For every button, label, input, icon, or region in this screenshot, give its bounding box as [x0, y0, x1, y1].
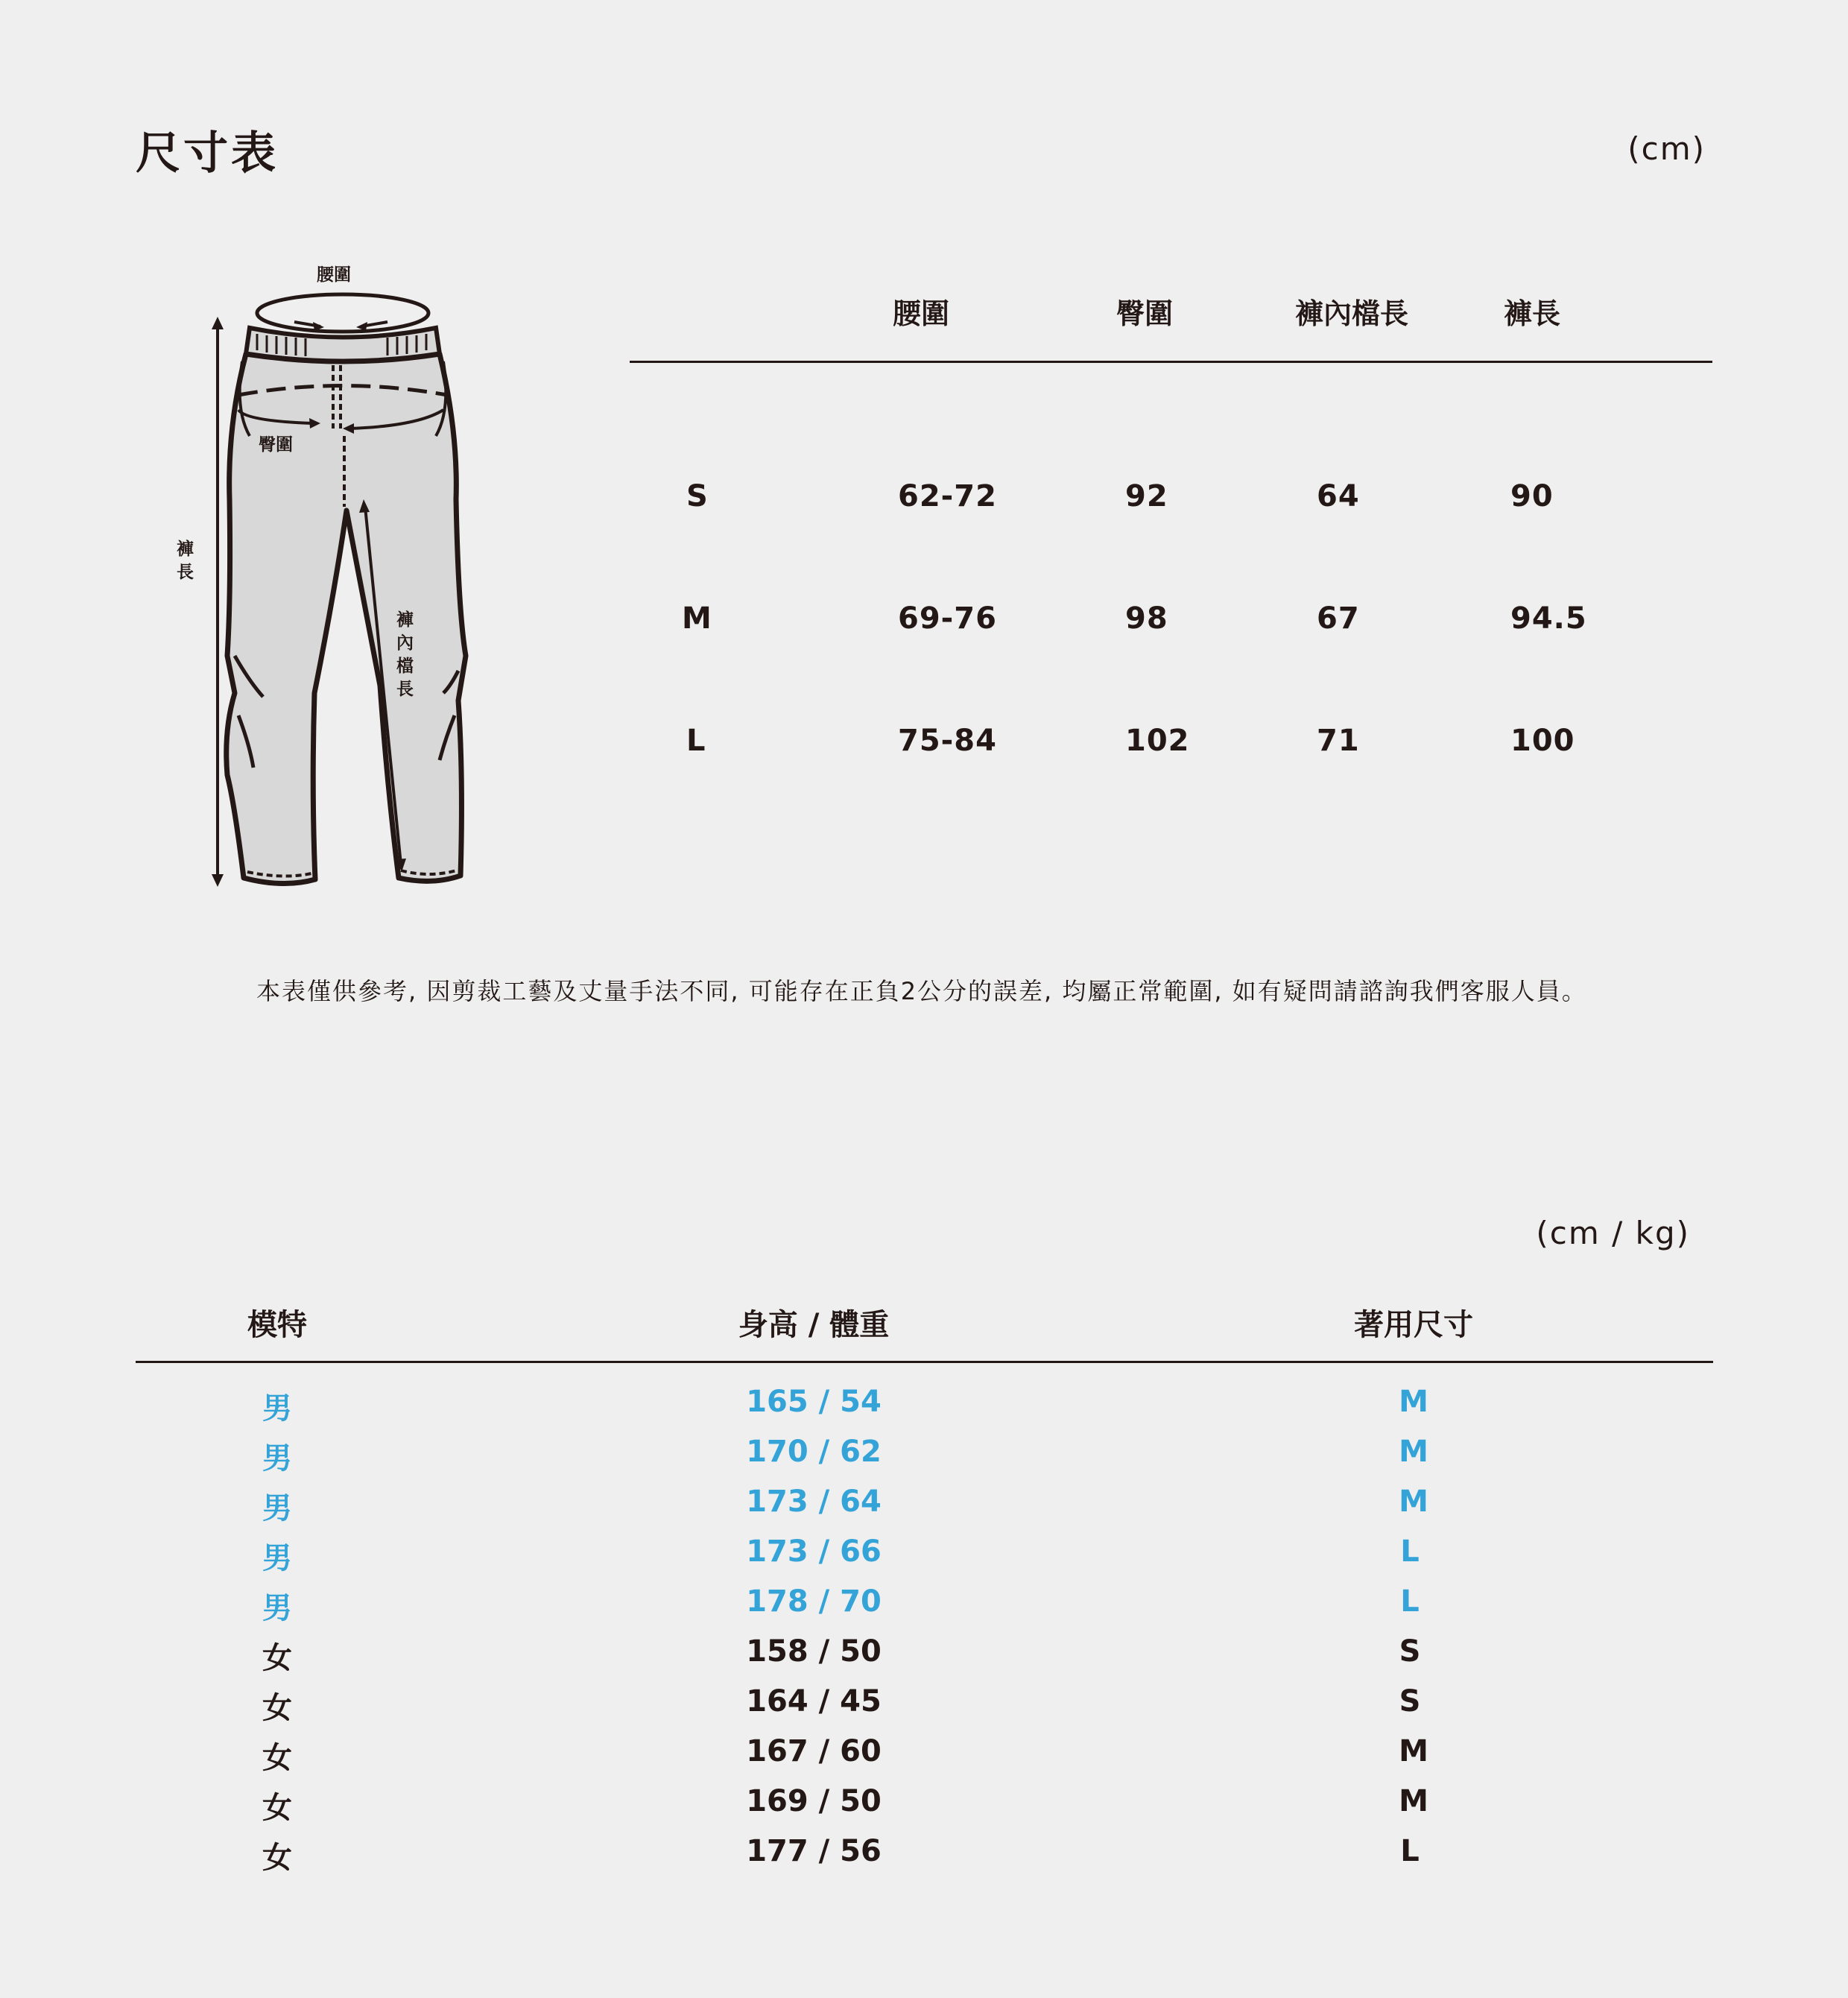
cell-size: L — [1400, 1834, 1420, 1868]
cell-gender: 男 — [262, 1491, 292, 1526]
table-row — [136, 1634, 1713, 1684]
size-label-m: M — [682, 601, 712, 636]
cell-gender: 女 — [262, 1691, 292, 1725]
cell-size: M — [1399, 1485, 1428, 1519]
cell-hip: 98 — [1125, 601, 1168, 636]
cell-length: 94.5 — [1510, 601, 1587, 636]
cell-inseam: 64 — [1317, 479, 1360, 513]
size-table-unit: (cm) — [1627, 130, 1706, 167]
size-label-l: L — [686, 724, 706, 758]
cell-size: M — [1399, 1435, 1428, 1469]
cell-waist: 62-72 — [898, 479, 997, 513]
table-row — [136, 1834, 1713, 1884]
page-title: 尺寸表 — [136, 127, 279, 180]
cell-gender: 女 — [262, 1741, 292, 1775]
pants-diagram — [164, 253, 507, 902]
cell-waist: 69-76 — [898, 601, 997, 636]
cell-inseam: 71 — [1317, 724, 1360, 758]
header-height-weight: 身高 / 體重 — [738, 1308, 890, 1342]
header-worn-size: 著用尺寸 — [1354, 1308, 1473, 1342]
cell-height-weight: 164 / 45 — [746, 1684, 882, 1719]
cell-hip: 92 — [1125, 479, 1168, 513]
header-model: 模特 — [247, 1308, 307, 1342]
cell-gender: 女 — [262, 1841, 292, 1875]
table-row — [136, 1734, 1713, 1784]
table-row — [136, 1385, 1713, 1435]
cell-waist: 75-84 — [898, 724, 997, 758]
header-hip: 臀圍 — [1116, 297, 1174, 330]
pants-illustration — [164, 253, 507, 902]
header-divider — [630, 361, 1712, 363]
header-waist: 腰圍 — [893, 297, 950, 330]
header-divider — [136, 1361, 1713, 1363]
disclaimer-note: 本表僅供參考, 因剪裁工藝及丈量手法不同, 可能存在正負2公分的誤差, 均屬正常範圍, 如有疑問請諮詢我們客服人員。 — [256, 977, 1587, 1005]
cell-size: M — [1399, 1784, 1428, 1818]
cell-size: S — [1399, 1684, 1421, 1719]
cell-height-weight: 173 / 64 — [746, 1485, 882, 1519]
size-table — [630, 283, 1712, 805]
cell-gender: 男 — [262, 1391, 292, 1426]
table-row — [136, 1784, 1713, 1834]
cell-length: 90 — [1510, 479, 1554, 513]
cell-length: 100 — [1510, 724, 1575, 758]
cell-size: L — [1400, 1534, 1420, 1569]
table-row — [136, 1485, 1713, 1534]
cell-gender: 男 — [262, 1441, 292, 1476]
header-length: 褲長 — [1504, 297, 1561, 330]
cell-gender: 女 — [262, 1791, 292, 1825]
cell-height-weight: 173 / 66 — [746, 1534, 882, 1569]
cell-size: L — [1400, 1584, 1420, 1619]
model-table-unit: (cm / kg) — [1536, 1215, 1690, 1251]
cell-hip: 102 — [1125, 724, 1190, 758]
cell-gender: 女 — [262, 1641, 292, 1675]
cell-height-weight: 165 / 54 — [746, 1385, 882, 1419]
diagram-label-inseam: 褲內檔長 — [396, 610, 414, 699]
cell-gender: 男 — [262, 1541, 292, 1575]
table-row — [136, 1684, 1713, 1734]
diagram-label-waist: 腰圍 — [317, 265, 351, 285]
model-table — [136, 1297, 1713, 1878]
cell-height-weight: 177 / 56 — [746, 1834, 882, 1868]
cell-height-weight: 169 / 50 — [746, 1784, 882, 1818]
cell-inseam: 67 — [1317, 601, 1360, 636]
header-inseam: 褲內檔長 — [1295, 297, 1409, 330]
diagram-label-length: 褲長 — [177, 540, 194, 582]
table-row — [136, 1435, 1713, 1485]
size-label-s: S — [686, 479, 709, 513]
cell-height-weight: 170 / 62 — [746, 1435, 882, 1469]
cell-size: M — [1399, 1734, 1428, 1768]
table-row — [136, 1534, 1713, 1584]
cell-size: M — [1399, 1385, 1428, 1419]
table-row — [136, 1584, 1713, 1634]
cell-gender: 男 — [262, 1591, 292, 1625]
cell-height-weight: 178 / 70 — [746, 1584, 882, 1619]
cell-height-weight: 167 / 60 — [746, 1734, 882, 1768]
cell-height-weight: 158 / 50 — [746, 1634, 882, 1669]
cell-size: S — [1399, 1634, 1421, 1669]
diagram-label-hip: 臀圍 — [259, 435, 293, 455]
